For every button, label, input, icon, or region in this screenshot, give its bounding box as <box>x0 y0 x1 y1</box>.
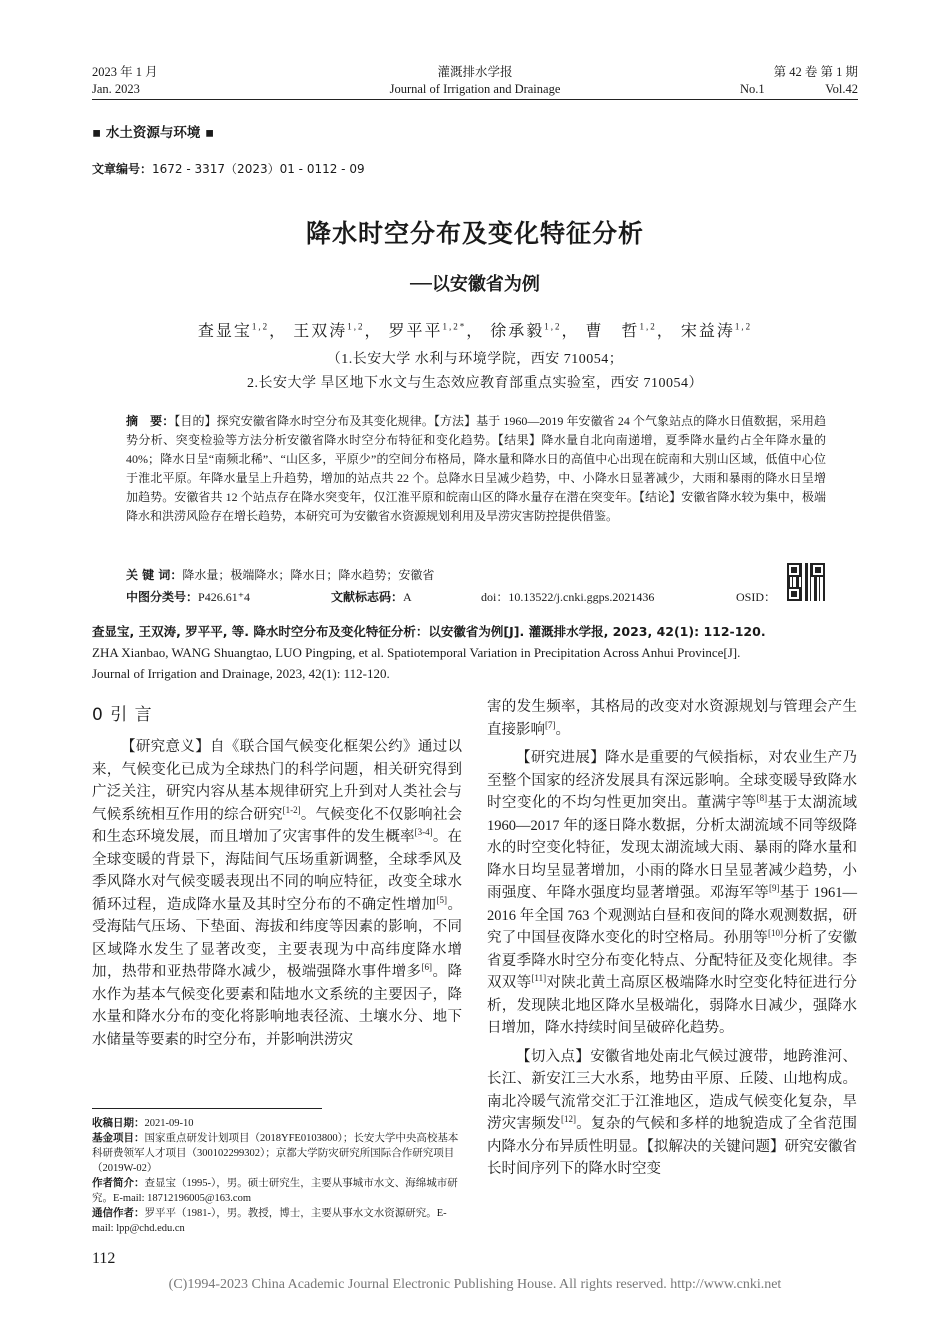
citation-cn: 查显宝, 王双涛, 罗平平, 等. 降水时空分布及变化特征分析：以安徽省为例[J]. 灌溉排水学报, 2023, 42(1): 112-120. <box>92 624 766 639</box>
volume-no: Vol.42 <box>825 82 858 96</box>
author-3: 罗平平$^{1,2*}$ <box>388 321 467 340</box>
issue-no: No.1 <box>740 82 765 96</box>
entry-point-paragraph: 【切入点】安徽省地处南北气候过渡带，地跨淮河、长江、新安江三大水系，地势由平原、丘陵、山地构成。南北冷暖气流常交汇于江淮地区，造成气候变化复杂，旱涝灾害频发[12]。复杂的气候和多样的地貌造成了全省范围内降水分布异质性明显。【拟解决的关键问题】研究安徽省长时间序列下的降水时空变 <box>487 1048 858 1177</box>
footnote-rule <box>92 1108 322 1109</box>
header-date-cn: 2023 年 1 月 <box>92 65 158 79</box>
author-4: 徐承毅$^{1,2}$ <box>490 321 562 340</box>
doi[interactable]: doi：10.13522/j.cnki.ggps.2021436 <box>481 590 655 604</box>
osid-qr-code-icon[interactable] <box>787 563 825 601</box>
page-title: 降水时空分布及变化特征分析 <box>305 219 644 248</box>
header-left <box>92 64 158 98</box>
volume-issue-en <box>718 81 858 98</box>
article-number <box>92 160 365 177</box>
author-1: 查显宝$^{1,2}$ <box>197 321 270 340</box>
clc-value: P426.61⁺4 <box>198 590 251 604</box>
abstract-text: 【目的】探究安徽省降水时空分布及其变化规律。【方法】基于 1960—2019 年安徽省 24 个气象站点的降水日值数据，采用趋势分析、突变检验等方法分析安徽省降水时空分布特征和变化趋势。【结果】降水量自北向南递增，夏季降水量约占全年降水量的 40%；降水日呈“南频北稀”、“山区多，平原少”的空间分布格局，降水量和降水日的高值中心出现在皖南和大别山区域，低值中心位于淮北平原。年降水量呈上升趋势，增加的站点共 22 个。总降水日呈减少趋势，中、小降水日显著减少，大雨和暴雨的降水日呈增加趋势。安徽省共 12 个站点存在降水突变年，仅江淮平原和皖南山区的降水量存在潜在突变年。【结论】安徽省降水较为集中，极端降水和洪涝风险存在增长趋势，本研究可为安徽省水资源规划利用及旱涝灾害防控提供借鉴。 <box>126 414 826 523</box>
left-column <box>92 736 462 1051</box>
affiliation-2: 2.长安大学 旱区地下水文与生态效应教育部重点实验室，西安 710054） <box>247 376 703 391</box>
osid-label: OSID： <box>736 590 777 604</box>
intro-paragraph-1: 【研究意义】自《联合国气候变化框架公约》通过以来，气候变化已成为全球热门的科学问题，相关研究得到广泛关注，研究内容从基本规律研究上升到对人类社会与气候系统相互作用的综合研究[1-2]。气候变化不仅影响社会和生态环境发展，而且增加了灾害事件的发生概率[3-4]。在全球变暖的背景下，海陆间气压场重新调整，全球季风及季风降水对气候变暖表现出不同的响应特征，改变全球水循环过程，造成降水量及其时空分布的不确定性增加[5]。受海陆气压场、下垫面、海拔和纬度等因素的影响，不同区域降水发生了显著改变，主要表现为中高纬度降水增加，热带和亚热带降水减少，极端强降水事件增多[6]。降水作为基本气候变化要素和陆地水文系统的主要因子，降水量和降水分布的变化将影响地表径流、土壤水分、地下水储量等要素的时空分布，并影响洪涝灾 <box>92 739 463 1048</box>
header-date-en: Jan. 2023 <box>92 82 140 96</box>
right-column <box>487 696 857 1181</box>
ref-9[interactable]: [9] <box>769 883 780 894</box>
author-bio: 作者简介：查显宝（1995-），男。硕士研究生，主要从事城市水文、海绵城市研究。E-mail: 18712196005@163.com <box>92 1177 458 1204</box>
ref-5[interactable]: [5] <box>436 894 448 905</box>
header-center <box>300 64 650 98</box>
header-rule <box>92 99 858 100</box>
citation-en-line-1: ZHA Xianbao, WANG Shuangtao, LUO Pingping, et al. Spatiotemporal Variation in Precipitation Across Anhui Province[J]. <box>92 645 741 660</box>
ref-12[interactable]: [12] <box>560 1114 576 1125</box>
abstract <box>126 412 826 526</box>
journal-name-cn: 灌溉排水学报 <box>437 65 513 79</box>
section-tag: ▪ 水土资源与环境 ▪ <box>92 125 215 141</box>
section-heading-introduction: 0 引 言 <box>92 705 153 725</box>
keywords-value: 降水量；极端降水；降水日；降水趋势；安徽省 <box>182 568 435 582</box>
header-right <box>718 64 858 98</box>
page-subtitle: ──以安徽省为例 <box>410 274 540 295</box>
received-date: 收稿日期：2021-09-10 <box>92 1117 194 1129</box>
ref-1-2[interactable]: [1-2] <box>282 804 301 815</box>
volume-issue-cn: 第 42 卷 第 1 期 <box>773 65 858 79</box>
research-progress-paragraph: 【研究进展】降水是重要的气候指标，对农业生产乃至整个国家的经济发展具有深远影响。全球变暖导致降水时空变化的不均匀性更加突出。董满宇等[8]基于太湖流域 1960—2017 年的逐日降水数据，分析太湖流域不同等级降水的时空变化特征，发现太湖流域大雨、暴雨的降水量和降水日均呈显著增加，小雨的降水日呈显著减少趋势，小雨强度、年降水强度均显著增强。邓海军等[9]基于 1961—2016 年全国 763 个观测站白昼和夜间的降水观测数据，研究了中国昼夜降水变化的时空格局。孙朋等[10]分析了安徽省夏季降水时空分布变化特点、分配特征及变化规律。李双双等[11]对陕北黄土高原区极端降水时空变化特征进行分析，发现陕北地区降水呈极端化，弱降水日减少，强降水日增加，降水持续时间呈破碎化趋势。 <box>487 750 858 1036</box>
clc-label: 中图分类号： <box>126 590 199 604</box>
author-2: 王双涛$^{1,2}$ <box>293 321 365 340</box>
author-5: 曹 哲$^{1,2}$ <box>585 321 657 340</box>
article-number-label: 文章编号： <box>92 162 153 176</box>
ref-6[interactable]: [6] <box>421 962 433 973</box>
affiliation-1: （1.长安大学 水利与环境学院，西安 710054； <box>326 352 624 367</box>
journal-name-en: Journal of Irrigation and Drainage <box>389 82 561 96</box>
author-line: 查显宝$^{1,2}$， 王双涛$^{1,2}$， 罗平平$^{1,2*}$， 徐承毅$^{1,2}$， 曹 哲$^{1,2}$， 宋益涛$^{1,2}$ <box>197 321 753 340</box>
ref-10[interactable]: [10] <box>768 928 784 939</box>
article-number-value: 1672 - 3317（2023）01 - 0112 - 09 <box>152 162 365 176</box>
doc-code: 文献标志码：A <box>331 590 412 604</box>
ref-8[interactable]: [8] <box>756 793 768 804</box>
classification-row <box>126 588 786 607</box>
keywords-label: 关 键 词： <box>126 568 183 582</box>
ref-7[interactable]: [7] <box>545 719 556 730</box>
abstract-label: 摘 要： <box>126 414 175 428</box>
copyright-notice: (C)1994-2023 China Academic Journal Electronic Publishing House. All rights reserved. http://www.cnki.net <box>168 1277 782 1292</box>
author-6: 宋益涛$^{1,2}$ <box>680 321 753 340</box>
page-number: 112 <box>92 1250 116 1267</box>
ref-11[interactable]: [11] <box>531 973 547 984</box>
keywords <box>126 566 434 585</box>
ref-3-4[interactable]: [3-4] <box>414 827 433 838</box>
footnote <box>92 1116 464 1236</box>
fund-info: 基金项目：国家重点研发计划项目（2018YFE0103800）；长安大学中央高校基本科研费领军人才项目（300102299302）；京都大学防灾研究所国际合作研究项目（2019W-02） <box>92 1132 459 1174</box>
citation-en-line-2: Journal of Irrigation and Drainage, 2023, 42(1): 112-120. <box>92 666 390 681</box>
right-paragraph-continued: 害的发生频率，其格局的改变对水资源规划与管理会产生直接影响[7]。 <box>487 699 857 738</box>
corresponding-author: 通信作者：罗平平（1981-），男。教授，博士，主要从事水文水资源研究。E-mail: lpp@chd.edu.cn <box>92 1207 447 1234</box>
